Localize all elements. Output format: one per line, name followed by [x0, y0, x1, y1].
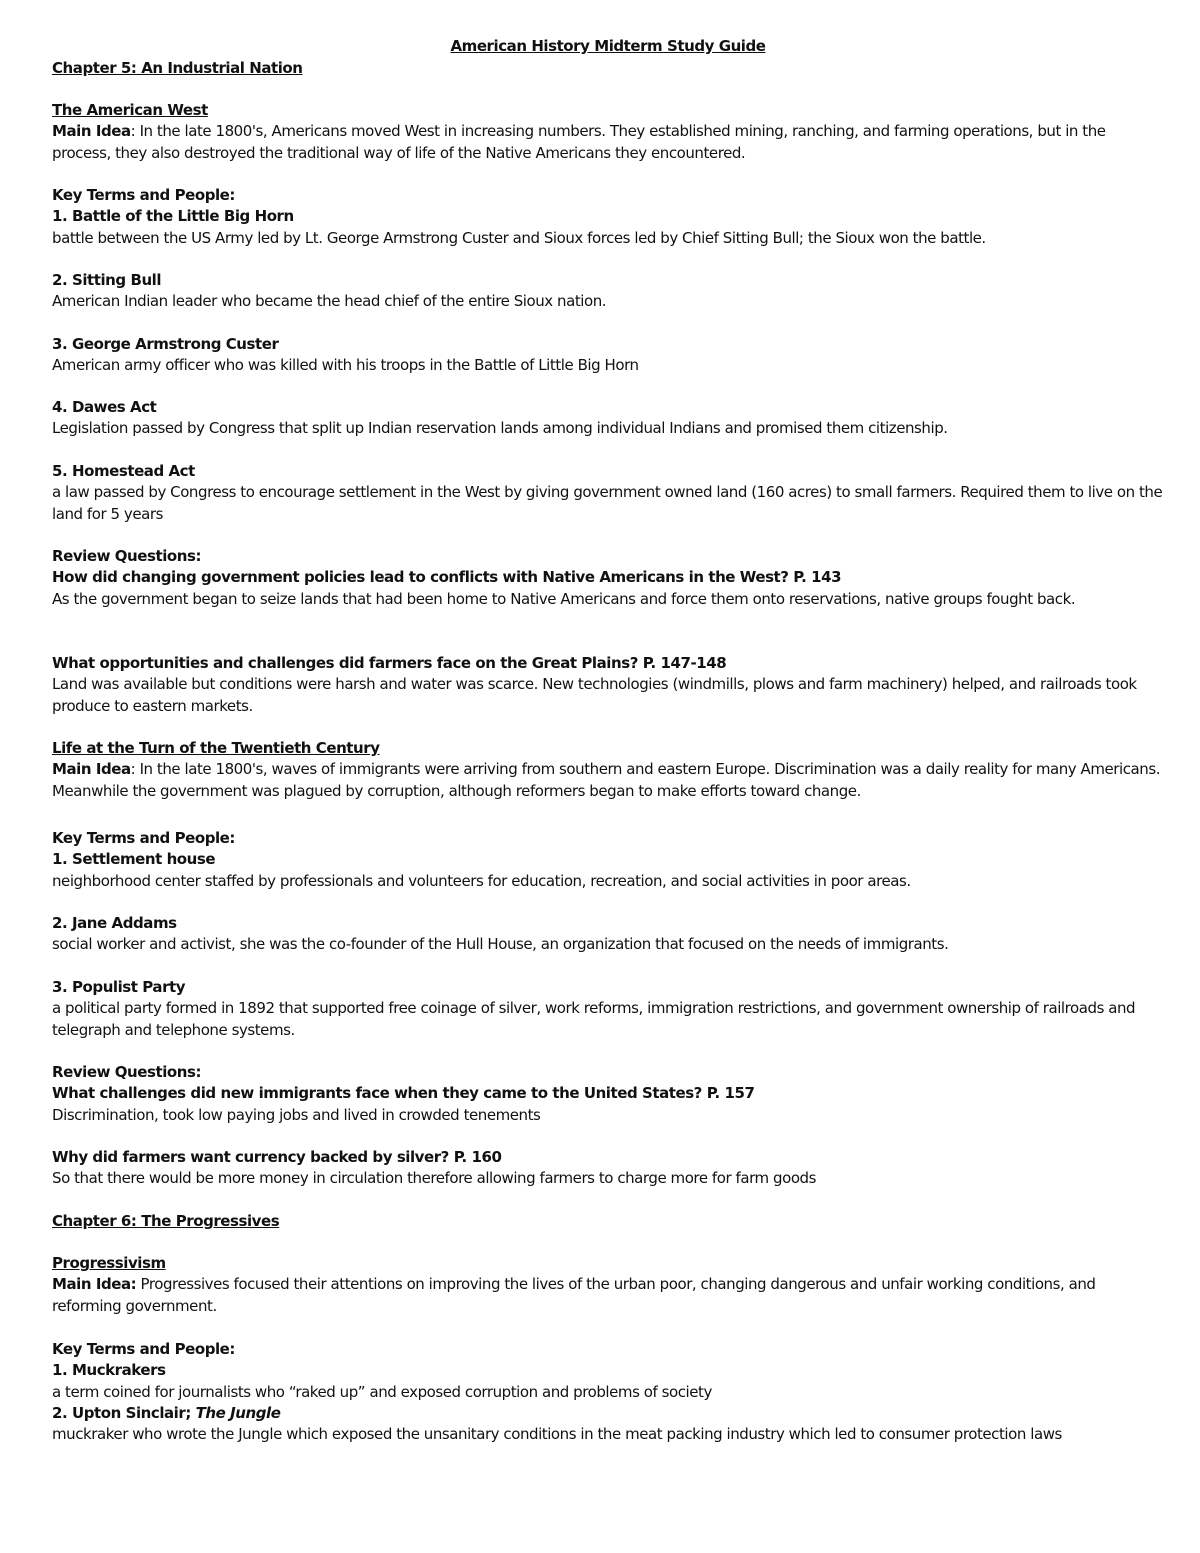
- term-definition: American army officer who was killed with his troops in the Battle of Little Big Horn: [52, 356, 639, 375]
- main-idea: Main Idea: In the late 1800's, waves of immigrants were arriving from southern and eastern Europe. Discrimination was a daily reality for many Americans. Meanwhile the government was plagued by corruption, although reformers began to make efforts toward change.: [52, 760, 1161, 800]
- key-terms-heading: Key Terms and People:: [52, 1340, 235, 1358]
- term-name: 3. George Armstrong Custer: [52, 335, 279, 353]
- document-title: American History Midterm Study Guide: [450, 37, 766, 55]
- question: What opportunities and challenges did farmers face on the Great Plains? P. 147-148: [52, 654, 727, 672]
- answer: Discrimination, took low paying jobs and lived in crowded tenements: [52, 1105, 541, 1124]
- term-definition: American Indian leader who became the head chief of the entire Sioux nation.: [52, 292, 607, 311]
- term-name: 4. Dawes Act: [52, 398, 157, 416]
- term-sitting-bull: [52, 270, 1164, 313]
- term-homestead-act: [52, 461, 1164, 525]
- answer: So that there would be more money in circulation therefore allowing farmers to charge more for farm goods: [52, 1169, 816, 1188]
- term-name-upton-sinclair: 2. Upton Sinclair; The Jungle: [52, 1403, 281, 1422]
- key-terms-heading: Key Terms and People:: [52, 829, 235, 847]
- review-questions-west-1: [52, 546, 1164, 610]
- key-terms-turn-1: [52, 828, 1164, 892]
- term-definition: a term coined for journalists who “raked up” and exposed corruption and problems of society: [52, 1382, 712, 1401]
- term-definition: Legislation passed by Congress that split up Indian reservation lands among individual Indians and promised them citizenship.: [52, 419, 948, 438]
- question: How did changing government policies lead to conflicts with Native Americans in the West? P. 143: [52, 568, 842, 587]
- term-name: 2. Sitting Bull: [52, 271, 162, 289]
- term-definition: battle between the US Army led by Lt. George Armstrong Custer and Sioux forces led by Chief Sitting Bull; the Sioux won the battle.: [52, 228, 986, 247]
- term-definition: a law passed by Congress to encourage settlement in the West by giving government owned land (160 acres) to small farmers. Required them to live on the land for 5 years: [52, 483, 1163, 523]
- key-terms-west-1: [52, 185, 1164, 249]
- section-progressivism: [52, 1253, 1164, 1317]
- review-heading: Review Questions:: [52, 1063, 202, 1081]
- term-definition: social worker and activist, she was the co-founder of the Hull House, an organization that focused on the needs of immigrants.: [52, 935, 949, 954]
- chapter-6-heading: Chapter 6: The Progressives: [52, 1212, 280, 1230]
- review-question-turn-2: [52, 1147, 1164, 1190]
- term-name: 1. Muckrakers: [52, 1361, 166, 1380]
- term-name: 1. Battle of the Little Big Horn: [52, 207, 294, 226]
- review-heading: Review Questions:: [52, 547, 202, 565]
- section-american-west: [52, 100, 1164, 164]
- answer: Land was available but conditions were harsh and water was scarce. New technologies (windmills, plows and farm machinery) helped, and railroads took produce to eastern markets.: [52, 675, 1137, 715]
- term-definition: a political party formed in 1892 that supported free coinage of silver, work reforms, immigration restrictions, and government ownership of railroads and telegraph and telephone systems.: [52, 999, 1136, 1039]
- chapter-5-heading: Chapter 5: An Industrial Nation: [52, 59, 303, 77]
- term-name: 1. Settlement house: [52, 850, 216, 869]
- question: What challenges did new immigrants face when they came to the United States? P. 157: [52, 1084, 755, 1103]
- book-title: The Jungle: [195, 1403, 281, 1422]
- section-heading: Life at the Turn of the Twentieth Century: [52, 739, 380, 757]
- question: Why did farmers want currency backed by silver? P. 160: [52, 1148, 502, 1166]
- term-name: 3. Populist Party: [52, 978, 186, 996]
- key-terms-progressivism: [52, 1339, 1164, 1445]
- term-jane-addams: [52, 913, 1164, 956]
- main-idea: Main Idea: In the late 1800's, Americans moved West in increasing numbers. They established mining, ranching, and farming operations, but in the process, they also destroyed the traditional way of life of the Native Americans they encountered.: [52, 122, 1106, 162]
- answer: As the government began to seize lands that had been home to Native Americans and force them onto reservations, native groups fought back.: [52, 589, 1076, 608]
- key-terms-heading: Key Terms and People:: [52, 186, 235, 204]
- term-populist-party: [52, 977, 1164, 1041]
- term-definition: neighborhood center staffed by professionals and volunteers for education, recreation, and social activities in poor areas.: [52, 871, 911, 890]
- main-idea: Main Idea: Progressives focused their attentions on improving the lives of the urban poor, changing dangerous and unfair working conditions, and reforming government.: [52, 1275, 1096, 1315]
- section-turn-of-century: [52, 738, 1164, 802]
- section-heading: The American West: [52, 101, 208, 119]
- section-heading: Progressivism: [52, 1254, 166, 1272]
- term-definition: muckraker who wrote the Jungle which exposed the unsanitary conditions in the meat packing industry which led to consumer protection laws: [52, 1425, 1062, 1444]
- term-name: 2. Jane Addams: [52, 914, 177, 932]
- review-questions-turn-1: [52, 1062, 1164, 1126]
- review-question-west-2: [52, 653, 1164, 717]
- term-custer: [52, 334, 1164, 377]
- term-dawes-act: [52, 397, 1164, 440]
- term-name: 5. Homestead Act: [52, 462, 195, 480]
